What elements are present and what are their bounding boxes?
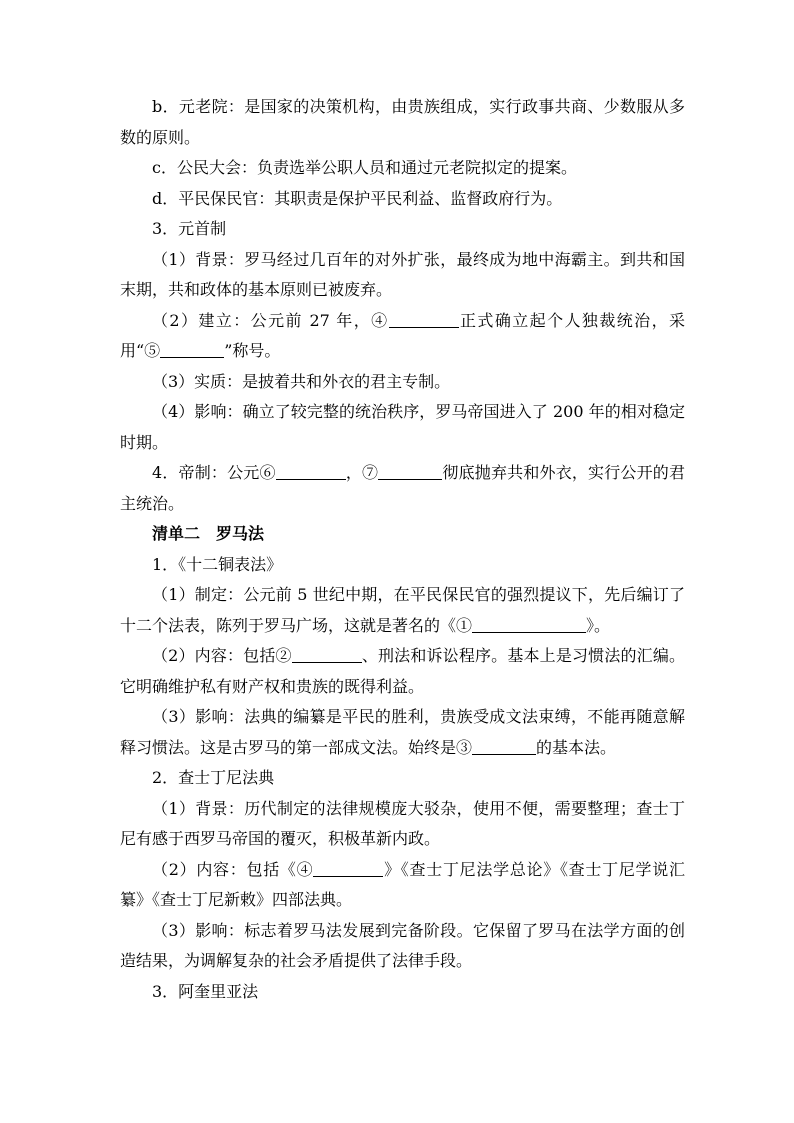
text-segment: （2）内容：包括《④ [152, 859, 314, 879]
paragraph-tribune: d．平民保民官：其职责是保护平民利益、监督政府行为。 [152, 188, 563, 208]
text-segment: （3）影响：法典的编纂是平民的胜利，贵族受成文法束缚，不能再随意解释习惯法。这是古罗马的第一部成文法。始终是③ [120, 707, 685, 757]
section-heading-roman-law: 清单二 罗马法 [152, 524, 265, 543]
paragraph-justinian-content [120, 855, 685, 916]
fill-blank-3[interactable] [472, 738, 536, 755]
text-segment: 》。 [586, 615, 611, 635]
text-segment: ”称号。 [224, 341, 281, 360]
fill-blank-4[interactable] [389, 311, 459, 328]
text-segment: 》《查士丁尼法学总论》《查士丁尼学说汇纂》《查士丁尼新敕》四部法典。 [120, 859, 685, 909]
paragraph-principate-establishment [120, 306, 685, 367]
text-segment: 4．帝制：公元⑥ [152, 463, 276, 482]
text-segment: （1）制定：公元前 5 世纪中期，在平民保民官的强烈提议下，先后编订了十二个法表，陈列于罗马广场，这就是著名的《① [120, 585, 685, 635]
paragraph-twelve-tables-enactment [120, 580, 685, 641]
paragraph-principate-impact: （4）影响：确立了较完整的统治秩序，罗马帝国进入了 200 年的相对稳定时期。 [120, 402, 685, 452]
paragraph-empire [120, 458, 685, 519]
paragraph-citizen-assembly: c．公民大会：负责选举公职人员和通过元老院拟定的提案。 [152, 158, 577, 177]
paragraph-principate-background: （1）背景：罗马经过几百年的对外扩张，最终成为地中海霸主。到共和国末期，共和政体的基本原则已被废弃。 [120, 249, 685, 299]
fill-blank-2[interactable] [292, 646, 362, 663]
text-segment: （2）内容：包括② [152, 646, 292, 665]
fill-blank-7[interactable] [378, 463, 442, 480]
text-segment: 的基本法。 [536, 737, 617, 757]
fill-blank-6[interactable] [276, 463, 346, 480]
heading-twelve-tables: 1．《十二铜表法》 [152, 554, 283, 574]
text-segment: （2）建立：公元前 27 年，④ [152, 310, 389, 330]
paragraph-justinian-impact: （3）影响：标志着罗马法发展到完备阶段。它保留了罗马在法学方面的创造结果，为调解复杂的社会矛盾提供了法律手段。 [120, 920, 685, 970]
document-body [120, 92, 685, 1007]
fill-blank-1[interactable] [472, 616, 586, 633]
paragraph-principate-essence: （3）实质：是披着共和外衣的君主专制。 [152, 371, 451, 391]
paragraph-senate: b．元老院：是国家的决策机构，由贵族组成，实行政事共商、少数服从多数的原则。 [120, 97, 685, 147]
heading-principate: 3．元首制 [152, 219, 227, 238]
fill-blank-5[interactable] [160, 341, 224, 358]
paragraph-twelve-tables-content [120, 641, 685, 702]
text-segment: 、刑法和诉讼程序。基本上是习惯法的汇编。它明确维护私有财产权和贵族的既得利益。 [120, 646, 685, 696]
text-segment: 正式确立起个人独裁统治，采用“⑤ [120, 310, 685, 360]
fill-blank-4b[interactable] [313, 860, 383, 877]
text-segment: 彻底抛弃共和外衣，实行公开的君主统治。 [120, 463, 685, 513]
text-segment: ，⑦ [345, 463, 379, 482]
heading-lex-aquilia: 3．阿奎里亚法 [152, 981, 259, 1001]
paragraph-justinian-background: （1）背景：历代制定的法律规模庞大驳杂，使用不便，需要整理；查士丁尼有感于西罗马帝国的覆灭，积极革新内政。 [120, 798, 685, 848]
heading-justinian-code: 2．查士丁尼法典 [152, 768, 275, 787]
paragraph-twelve-tables-impact [120, 702, 685, 763]
